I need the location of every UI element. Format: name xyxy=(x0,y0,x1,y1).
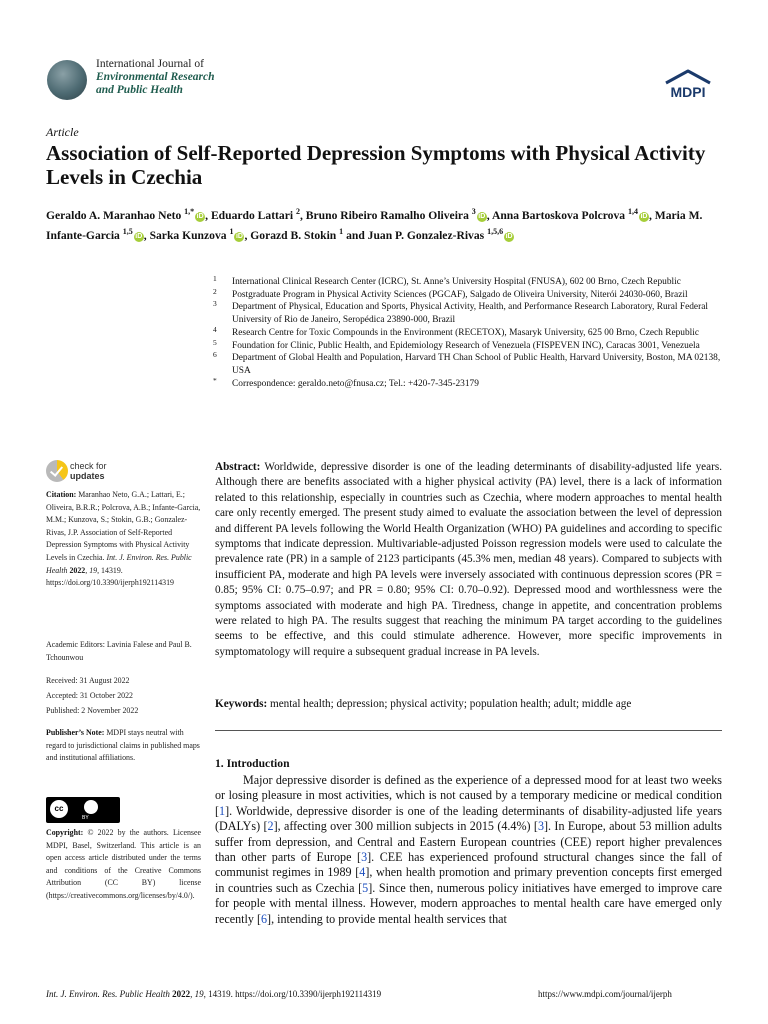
affiliation-number: 1 xyxy=(213,274,217,283)
author-name: and Juan P. Gonzalez-Rivas xyxy=(346,229,485,243)
journal-name-line1: International Journal of xyxy=(96,58,204,70)
check-updates-icon xyxy=(46,460,68,482)
footer-journal-url[interactable]: https://www.mdpi.com/journal/ijerph xyxy=(538,989,672,999)
author-affiliation-marker: 1,4 xyxy=(627,207,638,216)
footer-journal: Int. J. Environ. Res. Public Health xyxy=(46,989,170,999)
citation-text: Maranhao Neto, G.A.; Lattari, E.; Oliveira, B.R.R.; Polcrova, A.B.; Infante-Garcia, M.M.; Kunzova, S.; Stokin, G.B.; Gonzalez-Rivas, J.P. Association of Self-Reported Depression Symptoms with Physical Activity Levels in Czechia. xyxy=(46,490,201,562)
author-affiliation-marker: 1 xyxy=(229,227,234,237)
affiliation-item xyxy=(213,352,733,377)
citation-journal: Int. J. Environ. Res. Public Health xyxy=(46,552,192,575)
affiliation-item xyxy=(213,286,733,302)
author-affiliation-marker: 1,* xyxy=(184,207,195,216)
publishers-note-label: Publisher’s Note: xyxy=(46,728,105,737)
author-affiliation-marker: 1,5,6 xyxy=(487,227,504,237)
affiliation-number: 4 xyxy=(213,324,217,334)
orcid-icon[interactable]: iD xyxy=(235,233,243,241)
author-affiliation-marker: 3 xyxy=(471,207,476,216)
affiliation-text: Research Centre for Toxic Compounds in the Environment (RECETOX), Masaryk University, 625 00 Brno, Czech Republic xyxy=(232,327,700,338)
citation-block: Citation: Maranhao Neto, G.A.; Lattari, E.; Oliveira, B.R.R.; Polcrova, A.B.; Infante-Garcia, M.M.; Kunzova, S.; Stokin, G.B.; Gonzalez-Rivas, J.P. Association of Self-Reported Depression Symptoms with Physical Activity Levels in Czechia. Int. J. Environ. Res. Public Health 2022, 19, 14319. https://doi.org/10.3390/ijerph192114319 xyxy=(46,490,201,588)
check-for-updates-button[interactable] xyxy=(46,460,166,486)
affiliation-text: Postgraduate Program in Physical Activity Sciences (PGCAF), Salgado de Oliveira University, Niterói 24030-060, Brazil xyxy=(232,289,688,300)
article-type: Article xyxy=(46,125,79,139)
check-updates-line1: check for xyxy=(70,461,107,471)
affiliation-item xyxy=(213,301,733,326)
reference-link[interactable]: 3 xyxy=(361,850,368,865)
cc-icon: cc xyxy=(50,800,68,818)
abstract xyxy=(215,460,722,660)
section-divider xyxy=(215,730,722,731)
journal-logo xyxy=(47,60,87,100)
abstract-text: Worldwide, depressive disorder is one of the leading determinants of disability-adjusted life years. Although there are benefits associated with a higher physical activity (PA) level, there is a lack of information related to this relationship, especially in countries such as Czechia, where modern approaches to mental health care only recently emerged. The present study aimed to evaluate the association between the level of depression and different PA levels following the World Health Organization (WHO) PA guidelines and according to specific symptoms that indicate depression. Multivariable-adjusted Poisson regression models were used to calculate the prevalence rate (PR) in a sample of 2123 participants (45.3% men, median 48 years). Compared to subjects with insufficient PA, moderate and high PA levels were inversely associated with continuous depression scores (PR = 0.85; 95% CI: 0.75–0.97; and PR = 0.80; 95% CI: 0.70–0.92). Depressed mood and worthlessness were the symptoms associated with moderate and high PA. Tiredness, change in appetite, and concentration problems were related to high PA. The results suggest that reaching the minimum PA target according to the guidelines seems to be effective, and this could stimulate adherence. However, more specific improvements in symptomatology will require a subsequent gradual increase in PA levels. xyxy=(215,461,722,658)
affiliation-item xyxy=(213,276,733,289)
affiliation-number: 6 xyxy=(213,350,217,360)
introduction-paragraph: Major depressive disorder is defined as the experience of a depressed mood for at least two weeks or losing pleasure in most activities, which is not caused by a temporary medicine or medical condition [1]. Worldwide, depressive disorder is one of the leading determinants of disability-adjusted life years (DALYs) [2], affecting over 300 million subjects in 2015 (4.4%) [3]. In Europe, about 53 million adults suffer from depression, and Central and Eastern European countries (CEE) report higher prevalences than other parts of Europe [3]. CEE has experienced profound structural changes since the fall of communist regimes in 1989 [4], when health promotion and primary prevention concepts first emerged in countries such as Czechia [5]. Since then, numerous policy initiatives have emerged to improve care for people with mental illness. However, modern approaches to mental health care have emerged only recently [6], intending to provide mental health services that xyxy=(215,773,723,926)
cc-by-license-icon[interactable] xyxy=(46,797,120,823)
affiliation-text: Foundation for Clinic, Public Health, and Epidemiology Research of Venezuela (FISPEVEN INC), Caracas 3001, Venezuela xyxy=(232,340,700,351)
affiliations xyxy=(213,276,733,390)
publishers-note xyxy=(46,727,201,765)
date-accepted: Accepted: 31 October 2022 xyxy=(46,691,133,700)
affiliation-text: International Clinical Research Center (ICRC), St. Anne’s University Hospital (FNUSA), 602 00 Brno, Czech Republic xyxy=(232,277,681,287)
author-name: Maria M. Infante-Garcia xyxy=(46,208,703,243)
keywords-label: Keywords: xyxy=(215,698,268,710)
author-affiliation-marker: 1,5 xyxy=(122,227,133,237)
affiliation-text: Department of Physical, Education and Sports, Physical Activity, Health, and Performance Research Laboratory, Rural Federal University of Rio de Janeiro, Seropédica 23890-000, Brazil xyxy=(232,302,708,326)
affiliation-number: 5 xyxy=(213,337,217,347)
date-received: Received: 31 August 2022 xyxy=(46,676,130,685)
footer-citation: Int. J. Environ. Res. Public Health 2022, 19, 14319. https://doi.org/10.3390/ijerph192114319 xyxy=(46,989,382,999)
reference-link[interactable]: 3 xyxy=(537,819,545,834)
copyright-block xyxy=(46,827,201,903)
footer-doi[interactable]: 14319. https://doi.org/10.3390/ijerph192114319 xyxy=(208,989,382,999)
section-heading-introduction: 1. Introduction xyxy=(215,757,290,770)
citation-year: 2022 xyxy=(69,565,86,575)
orcid-icon[interactable]: iD xyxy=(478,212,486,220)
author-name: Gorazd B. Stokin xyxy=(250,229,337,243)
citation-label: Citation: xyxy=(46,490,77,499)
check-updates-line2: updates xyxy=(70,471,105,481)
reference-link[interactable]: 1 xyxy=(219,803,226,818)
citation-volume: 19 xyxy=(89,565,98,575)
attribution-person-icon xyxy=(84,800,98,814)
article-title: Association of Self-Reported Depression Symptoms with Physical Activity Levels in Czechia xyxy=(46,141,706,189)
journal-name-line2: Environmental Research xyxy=(96,71,215,83)
footer-volume: 19 xyxy=(194,989,204,999)
footer-year: 2022 xyxy=(172,989,191,999)
affiliation-number: * xyxy=(213,375,217,385)
journal-name xyxy=(96,58,215,97)
copyright-text: © 2022 by the authors. Licensee MDPI, Basel, Switzerland. This article is an open access article distributed under the terms and conditions of the Creative Commons Attribution (CC BY) license (https://creativecommons.org/licenses/by/4.0/). xyxy=(46,828,201,900)
copyright-label: Copyright: xyxy=(46,828,84,837)
date-published: Published: 2 November 2022 xyxy=(46,706,139,715)
reference-link[interactable]: 6 xyxy=(261,911,268,926)
author-affiliation-marker: 2 xyxy=(296,207,300,216)
author-name: Anna Bartoskova Polcrova xyxy=(491,208,626,222)
publishers-note-text: MDPI stays neutral with regard to jurisdictional claims in published maps and institutional affiliations. xyxy=(46,728,200,763)
author-name: Geraldo A. Maranhao Neto xyxy=(46,208,182,222)
affiliation-item xyxy=(213,375,733,391)
mdpi-logo xyxy=(660,68,716,102)
author-affiliation-marker: 1 xyxy=(339,227,344,237)
keywords-text: mental health; depression; physical activity; population health; adult; middle age xyxy=(270,698,632,710)
affiliation-item xyxy=(213,324,733,340)
journal-name-line3: and Public Health xyxy=(96,84,183,96)
affiliation-text: Correspondence: geraldo.neto@fnusa.cz; Tel.: +420-7-345-23179 xyxy=(232,378,479,389)
academic-editors: Academic Editors: Lavinia Falese and Paul B. Tchounwou xyxy=(46,640,192,662)
reference-link[interactable]: 5 xyxy=(362,880,369,895)
author-name: Sarka Kunzova xyxy=(149,229,227,243)
keywords xyxy=(215,697,722,712)
affiliation-number: 2 xyxy=(213,286,217,296)
affiliation-text: Department of Global Health and Population, Harvard TH Chan School of Public Health, Harvard University, Boston, MA 02138, USA xyxy=(232,353,721,376)
abstract-label: Abstract: xyxy=(215,461,261,473)
orcid-icon[interactable]: iD xyxy=(640,212,648,220)
cc-by-label: BY xyxy=(82,815,89,821)
author-list: Geraldo A. Maranhao Neto $^{1,*}$iD , Eduardo Lattari $^2$, Bruno Ribeiro Ramalho Oliveira $^3$iD , Anna Bartoskova Polcrova $^{1,4}$iD , Maria M. Infante-Garcia $^{1,5}$iD , Sarka Kunzova $^1$iD , Gorazd B. Stokin $^1$ and Juan P. Gonzalez-Rivas $^{1,5,6}$iD xyxy=(46,207,703,243)
orcid-icon[interactable]: iD xyxy=(505,233,513,241)
reference-link[interactable]: 2 xyxy=(267,819,274,834)
orcid-icon[interactable]: iD xyxy=(196,212,204,220)
orcid-icon[interactable]: iD xyxy=(135,233,143,241)
affiliation-number: 3 xyxy=(213,299,217,309)
affiliation-item xyxy=(213,337,733,353)
mdpi-logo-text: MDPI xyxy=(670,84,706,100)
author-name: Bruno Ribeiro Ramalho Oliveira xyxy=(305,208,469,222)
reference-link[interactable]: 4 xyxy=(359,865,366,880)
author-name: Eduardo Lattari xyxy=(210,208,294,222)
citation-doi[interactable]: 14319. https://doi.org/10.3390/ijerph192114319 xyxy=(46,565,175,588)
